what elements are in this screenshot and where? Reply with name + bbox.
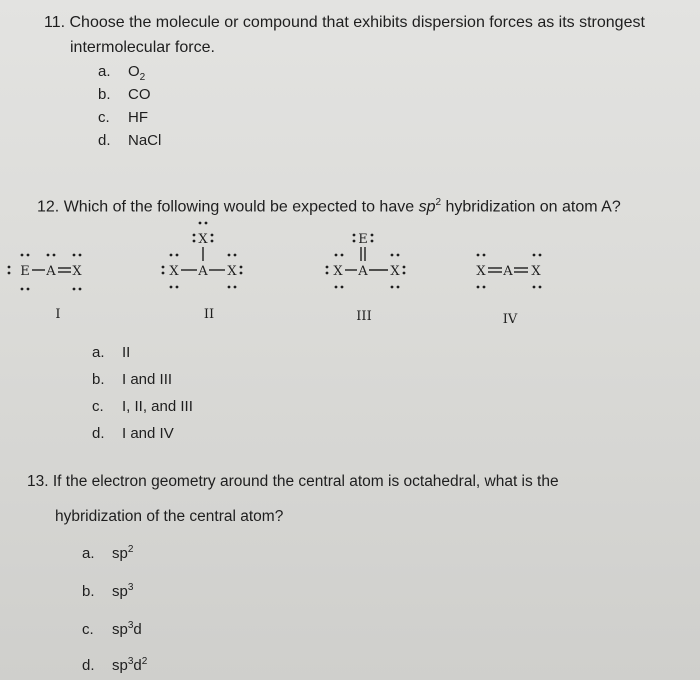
q13-choice-a xyxy=(82,540,133,564)
choice-text: O xyxy=(128,63,140,80)
q13-stem-line2: hybridization of the central atom? xyxy=(55,508,284,525)
atom-label: X xyxy=(72,264,82,279)
atom-label: X xyxy=(531,264,541,279)
q12-stem xyxy=(37,192,621,217)
choice-text: CO xyxy=(128,86,151,103)
q12-stem-sp: sp xyxy=(418,198,436,216)
lewis-structure-i xyxy=(8,254,83,322)
structure-numeral: II xyxy=(203,307,215,322)
structure-numeral: I xyxy=(55,307,61,322)
lewis-structure-iv xyxy=(476,254,541,327)
choice-base: sp xyxy=(112,583,128,600)
choice-text: NaCl xyxy=(128,132,162,149)
q13-stem-line1: 13. If the electron geometry around the central atom is octahedral, what is the xyxy=(27,473,559,490)
atom-label: A xyxy=(46,264,56,279)
q11-choice-b xyxy=(98,85,151,105)
q12-choice-c xyxy=(92,397,193,417)
choice-letter: b. xyxy=(82,583,95,600)
atom-label: A xyxy=(358,264,368,279)
choice-letter: a. xyxy=(98,63,111,80)
choice-letter: d. xyxy=(92,425,105,442)
q13-choice-b xyxy=(82,578,133,602)
q11-choice-d xyxy=(98,131,161,151)
choice-letter: d. xyxy=(98,132,111,149)
choice-superscript: 3 xyxy=(127,656,134,667)
choice-superscript: 3 xyxy=(127,620,134,631)
atom-label: X xyxy=(198,232,208,247)
choice-mid: d xyxy=(133,657,142,674)
lewis-structure-iii xyxy=(326,232,406,324)
choice-superscript: 2 xyxy=(127,544,134,555)
choice-letter: b. xyxy=(98,86,111,103)
lewis-structures xyxy=(0,215,700,335)
q11-stem-line1: 11. Choose the molecule or compound that exhibits dispersion forces as its strongest xyxy=(44,14,645,31)
atom-label: X xyxy=(169,264,179,279)
choice-letter: a. xyxy=(82,545,95,562)
choice-subscript: 2 xyxy=(139,72,146,83)
atom-label: E xyxy=(20,264,30,279)
q12-choice-b xyxy=(92,370,172,390)
choice-letter: a. xyxy=(92,344,105,361)
atom-label: A xyxy=(503,264,513,279)
choice-text: HF xyxy=(128,109,148,126)
choice-letter: b. xyxy=(92,371,105,388)
choice-base: sp xyxy=(112,621,128,638)
atom-label: A xyxy=(198,264,208,279)
choice-superscript: 3 xyxy=(127,582,134,593)
structure-numeral: IV xyxy=(502,312,518,327)
choice-letter: c. xyxy=(92,398,104,415)
choice-superscript-2: 2 xyxy=(141,656,148,667)
q11-choice-c xyxy=(98,108,148,128)
atom-label: X xyxy=(227,264,237,279)
q11-stem-line2: intermolecular force. xyxy=(70,39,215,56)
lewis-structure-ii xyxy=(162,222,243,322)
q12-choice-d xyxy=(92,424,174,444)
choice-text: II xyxy=(122,344,131,361)
choice-letter: d. xyxy=(82,657,95,674)
atom-label: E xyxy=(358,232,368,247)
q12-stem-prefix: 12. Which of the following would be expected to have xyxy=(37,198,419,216)
q12-choice-a xyxy=(92,343,130,363)
structure-numeral: III xyxy=(356,309,372,324)
atom-label: X xyxy=(390,264,400,279)
atom-label: X xyxy=(476,264,486,279)
choice-text: I and IV xyxy=(122,425,174,442)
atom-label: X xyxy=(333,264,343,279)
q12-stem-suffix: hybridization on atom A? xyxy=(441,198,621,216)
choice-text: I and III xyxy=(122,371,173,388)
choice-mid: d xyxy=(133,621,142,638)
choice-letter: c. xyxy=(98,109,110,126)
q13-choice-c xyxy=(82,616,142,640)
choice-base: sp xyxy=(112,657,128,674)
choice-text: I, II, and III xyxy=(122,398,193,415)
q12-stem-sup: 2 xyxy=(435,197,442,208)
q13-choice-d xyxy=(82,652,147,676)
choice-letter: c. xyxy=(82,621,94,638)
choice-base: sp xyxy=(112,545,128,562)
